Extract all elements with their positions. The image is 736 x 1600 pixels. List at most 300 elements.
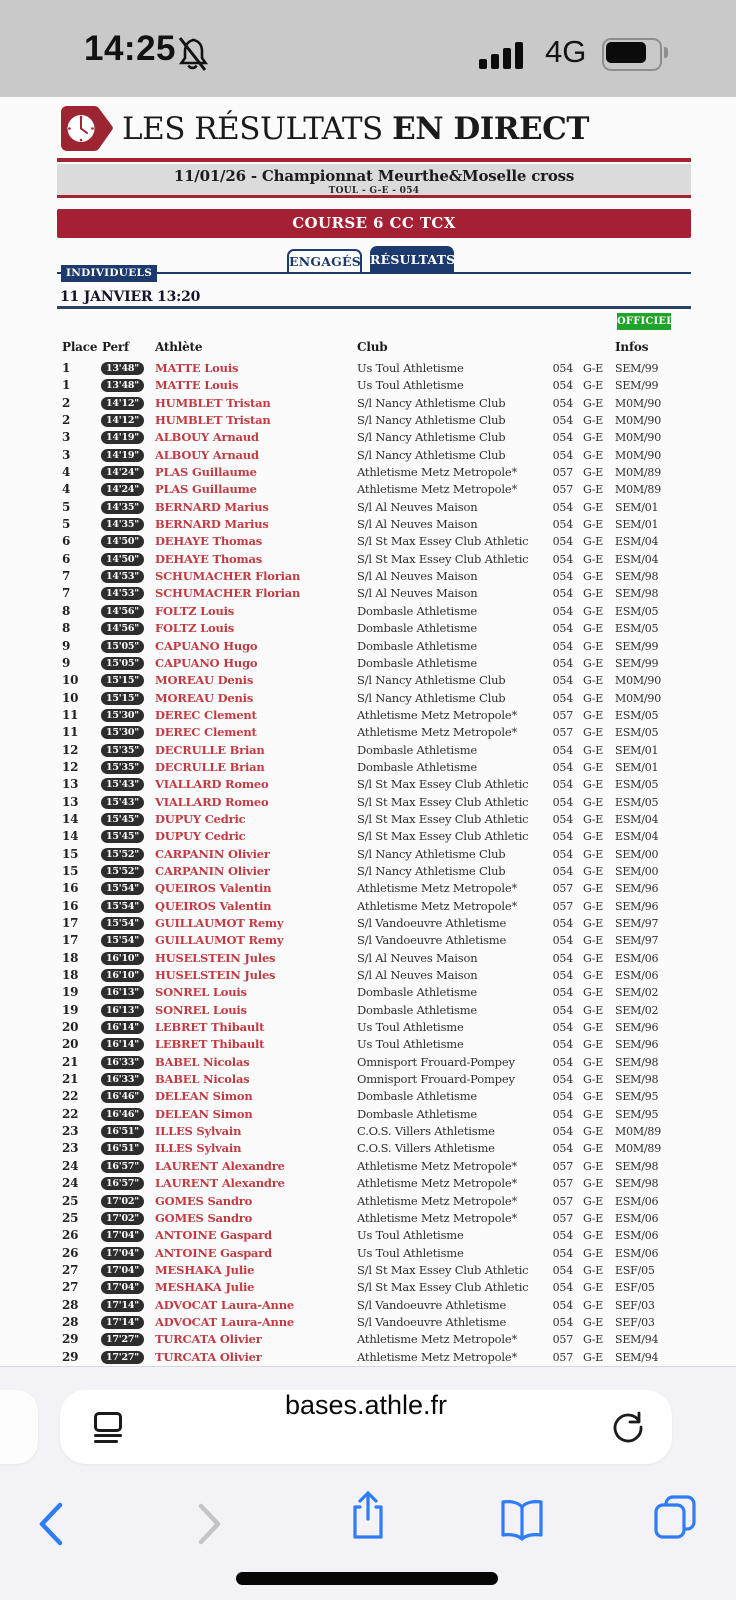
dept-cell: 054 (552, 1038, 573, 1052)
league-cell: G-E (583, 656, 604, 670)
club-cell: S/l Al Neuves Maison (357, 950, 478, 965)
table-row (0, 603, 736, 620)
place-cell: 9 (62, 655, 71, 670)
athlete-link[interactable]: LAURENT Alexandre (155, 1176, 285, 1191)
athlete-link[interactable]: GOMES Sandro (155, 1193, 253, 1208)
perf-badge: 15'54" (101, 900, 144, 913)
league-cell: G-E (583, 812, 604, 826)
league-cell: G-E (583, 1194, 604, 1208)
athlete-link[interactable]: PLAS Guillaume (155, 465, 257, 480)
perf-badge: 14'50" (101, 553, 144, 566)
place-cell: 20 (62, 1020, 79, 1035)
place-cell: 20 (62, 1037, 79, 1052)
athlete-link[interactable]: MATTE Louis (155, 378, 239, 393)
table-row (0, 638, 736, 655)
league-cell: G-E (583, 917, 604, 930)
category-cell: ESM/05 (615, 726, 659, 740)
dept-cell: 054 (552, 917, 573, 930)
tab-resultats[interactable]: RÉSULTATS (370, 246, 454, 273)
league-cell: G-E (583, 1090, 604, 1104)
category-cell: SEM/01 (615, 518, 659, 532)
athlete-link[interactable]: DEHAYE Thomas (155, 534, 263, 549)
perf-badge: 16'13" (101, 1004, 144, 1017)
perf-badge: 17'14" (101, 1316, 144, 1329)
league-cell: G-E (583, 639, 604, 653)
table-row (0, 533, 736, 550)
league-cell: G-E (583, 587, 604, 601)
league-cell: G-E (583, 882, 604, 896)
league-cell: G-E (583, 1159, 604, 1173)
perf-badge: 14'19" (101, 449, 144, 462)
perf-badge: 15'35" (101, 744, 144, 757)
results-rows (0, 360, 736, 1366)
table-row (0, 499, 736, 516)
athlete-link[interactable]: HUMBLET Tristan (155, 413, 271, 428)
athlete-link[interactable]: LAURENT Alexandre (155, 1158, 285, 1173)
dept-cell: 054 (552, 969, 573, 983)
perf-badge: 15'54" (101, 882, 144, 895)
table-row (0, 568, 736, 585)
athlete-link[interactable]: FOLTZ Louis (155, 603, 235, 618)
category-cell: ESM/06 (615, 1229, 659, 1243)
category-cell: SEM/98 (615, 570, 659, 584)
athlete-link[interactable]: VIALLARD Romeo (155, 794, 269, 809)
athlete-link[interactable]: SONREL Louis (155, 1002, 247, 1017)
league-cell: G-E (583, 1107, 604, 1121)
place-cell: 23 (62, 1141, 79, 1156)
place-cell: 21 (62, 1054, 79, 1069)
league-cell: G-E (583, 500, 604, 514)
category-cell: SEM/98 (615, 1073, 659, 1087)
page-title-regular: LES RÉSULTATS (122, 111, 393, 147)
dept-cell: 057 (552, 899, 573, 913)
page-title-bold: EN DIRECT (392, 111, 589, 147)
table-row (0, 464, 736, 481)
category-cell: SEF/03 (615, 1298, 655, 1312)
club-cell: S/l Nancy Athletisme Club (357, 863, 506, 878)
dept-cell: 054 (552, 830, 573, 844)
league-cell: G-E (583, 1263, 604, 1277)
perf-badge: 17'14" (101, 1299, 144, 1312)
league-cell: G-E (583, 969, 604, 983)
league-cell: G-E (583, 899, 604, 913)
club-cell: C.O.S. Villers Athletisme (357, 1141, 495, 1156)
place-cell: 19 (62, 985, 79, 1000)
place-cell: 17 (62, 916, 79, 930)
address-bar[interactable] (60, 1390, 672, 1464)
page-title (122, 111, 589, 147)
dept-cell: 054 (552, 639, 573, 653)
club-cell: S/l Vandoeuvre Athletisme (357, 916, 507, 930)
forward-icon[interactable] (196, 1503, 224, 1549)
category-cell: SEF/03 (615, 1315, 655, 1329)
dept-cell: 054 (552, 1281, 573, 1295)
club-cell: S/l Nancy Athletisme Club (357, 430, 506, 445)
perf-badge: 17'04" (101, 1247, 144, 1260)
league-cell: G-E (583, 1281, 604, 1295)
place-cell: 24 (62, 1158, 79, 1173)
league-cell: G-E (583, 518, 604, 532)
table-row (0, 811, 736, 828)
place-cell: 16 (62, 881, 79, 896)
table-row (0, 360, 736, 377)
place-cell: 2 (62, 413, 71, 428)
place-cell: 11 (62, 707, 79, 722)
dept-cell: 054 (552, 362, 573, 375)
battery-nub (664, 47, 668, 58)
perf-badge: 14'53" (101, 570, 144, 583)
athlete-link[interactable]: BERNARD Marius (155, 499, 269, 514)
athlete-link[interactable]: CAPUANO Hugo (155, 638, 258, 653)
dept-cell: 054 (552, 1003, 573, 1017)
category-cell: SEM/95 (615, 1090, 659, 1104)
dept-cell: 054 (552, 570, 573, 584)
section-badge-individuels[interactable]: INDIVIDUELS (61, 265, 157, 282)
club-cell: Athletisme Metz Metropole* (357, 725, 518, 740)
athlete-link[interactable]: HUMBLET Tristan (155, 395, 271, 410)
table-row (0, 1245, 736, 1262)
status-badge-officiel: OFFICIEL (617, 313, 671, 330)
athlete-link[interactable]: PLAS Guillaume (155, 482, 257, 497)
place-cell: 14 (62, 811, 79, 826)
table-row (0, 1227, 736, 1244)
table-row (0, 672, 736, 689)
club-cell: Dombasle Athletisme (357, 621, 478, 636)
col-header-perf: Perf (102, 340, 130, 354)
club-cell: S/l Al Neuves Maison (357, 569, 478, 584)
perf-badge: 17'27" (101, 1351, 144, 1364)
athlete-link[interactable]: TURCATA Olivier (155, 1349, 262, 1364)
perf-badge: 14'56" (101, 622, 144, 635)
place-cell: 15 (62, 846, 79, 861)
dept-cell: 054 (552, 760, 573, 774)
league-cell: G-E (583, 431, 604, 445)
league-cell: G-E (583, 396, 604, 410)
table-row (0, 1210, 736, 1227)
league-cell: G-E (583, 1211, 604, 1225)
dept-cell: 054 (552, 414, 573, 428)
perf-badge: 15'05" (101, 640, 144, 653)
athlete-link[interactable]: QUEIROS Valentin (155, 881, 272, 896)
athlete-link[interactable]: QUEIROS Valentin (155, 898, 272, 913)
club-cell: Us Toul Athletisme (357, 1037, 464, 1052)
dept-cell: 057 (552, 726, 573, 740)
perf-badge: 15'52" (101, 865, 144, 878)
table-row (0, 1088, 736, 1105)
table-row (0, 776, 736, 793)
league-cell: G-E (583, 986, 604, 1000)
club-cell: S/l St Max Essey Club Athletic (357, 1262, 529, 1277)
athlete-link[interactable]: TURCATA Olivier (155, 1332, 262, 1347)
club-cell: Dombasle Athletisme (357, 1106, 478, 1121)
status-bar (0, 0, 736, 97)
category-cell: SEM/99 (615, 362, 659, 375)
league-cell: G-E (583, 726, 604, 740)
league-cell: G-E (583, 1142, 604, 1156)
dept-cell: 054 (552, 535, 573, 549)
athlete-link[interactable]: GOMES Sandro (155, 1210, 253, 1225)
athlete-link[interactable]: LEBRET Thibault (155, 1037, 265, 1052)
athlete-link[interactable]: BERNARD Marius (155, 517, 269, 532)
league-cell: G-E (583, 570, 604, 584)
place-cell: 16 (62, 898, 79, 913)
dept-cell: 054 (552, 1073, 573, 1087)
category-cell: SEM/99 (615, 656, 659, 670)
athlete-link[interactable]: HUSELSTEIN Jules (155, 968, 276, 983)
perf-badge: 16'10" (101, 952, 144, 965)
athlete-link[interactable]: DEREC Clement (155, 707, 257, 722)
athlete-link[interactable]: ALBOUY Arnaud (155, 447, 259, 462)
category-cell: M0M/90 (615, 431, 662, 445)
dept-cell: 054 (552, 847, 573, 861)
athlete-link[interactable]: SCHUMACHER Florian (155, 586, 301, 601)
athlete-link[interactable]: FOLTZ Louis (155, 621, 235, 636)
table-row (0, 1314, 736, 1331)
home-indicator[interactable] (236, 1572, 498, 1585)
dept-cell: 054 (552, 812, 573, 826)
category-cell: M0M/90 (615, 674, 662, 688)
category-cell: SEM/01 (615, 760, 659, 774)
dept-cell: 057 (552, 466, 573, 480)
club-cell: Athletisme Metz Metropole* (357, 881, 518, 896)
athlete-link[interactable]: SCHUMACHER Florian (155, 569, 301, 584)
dept-cell: 054 (552, 379, 573, 393)
table-row (0, 1019, 736, 1036)
league-cell: G-E (583, 934, 604, 948)
dept-cell: 054 (552, 396, 573, 410)
perf-badge: 15'54" (101, 917, 144, 930)
table-row (0, 377, 736, 394)
table-row (0, 1262, 736, 1279)
perf-badge: 14'56" (101, 605, 144, 618)
category-cell: ESM/04 (615, 535, 659, 549)
dept-cell: 054 (552, 1246, 573, 1260)
category-cell: ESM/05 (615, 622, 659, 636)
athlete-link[interactable]: DELEAN Simon (155, 1106, 253, 1121)
league-cell: G-E (583, 1298, 604, 1312)
dept-cell: 054 (552, 1125, 573, 1139)
league-cell: G-E (583, 1021, 604, 1035)
place-cell: 10 (62, 690, 79, 705)
perf-badge: 14'50" (101, 535, 144, 548)
dept-cell: 057 (552, 1194, 573, 1208)
dept-cell: 054 (552, 986, 573, 1000)
club-cell: S/l Al Neuves Maison (357, 586, 478, 601)
place-cell: 27 (62, 1262, 79, 1277)
league-cell: G-E (583, 830, 604, 844)
athlete-link[interactable]: DEHAYE Thomas (155, 551, 263, 566)
event-banner (57, 164, 691, 198)
col-header-place: Place (62, 340, 98, 354)
navy-divider (57, 306, 691, 309)
athlete-link[interactable]: DECRULLE Brian (155, 742, 265, 757)
athlete-link[interactable]: ADVOCAT Laura-Anne (155, 1314, 294, 1329)
dept-cell: 054 (552, 604, 573, 618)
club-cell: Dombasle Athletisme (357, 1089, 478, 1104)
athlete-link[interactable]: SONREL Louis (155, 985, 247, 1000)
url-text[interactable]: bases.athle.fr (284, 1390, 448, 1420)
athlete-link[interactable]: DECRULLE Brian (155, 759, 265, 774)
adjacent-tab-card[interactable] (0, 1390, 38, 1464)
place-cell: 1 (62, 361, 71, 375)
tabs-icon[interactable] (652, 1493, 698, 1545)
athlete-link[interactable]: LEBRET Thibault (155, 1020, 265, 1035)
athlete-link[interactable]: MESHAKA Julie (155, 1262, 255, 1277)
league-cell: G-E (583, 1003, 604, 1017)
athlete-link[interactable]: DUPUY Cedric (155, 811, 246, 826)
athlete-link[interactable]: VIALLARD Romeo (155, 777, 269, 792)
league-cell: G-E (583, 1125, 604, 1139)
category-cell: SEM/95 (615, 1107, 659, 1121)
athlete-link[interactable]: ALBOUY Arnaud (155, 430, 259, 445)
place-cell: 15 (62, 863, 79, 878)
athlete-link[interactable]: DUPUY Cedric (155, 829, 246, 844)
perf-badge: 17'27" (101, 1333, 144, 1346)
league-cell: G-E (583, 1350, 604, 1364)
place-cell: 12 (62, 742, 79, 757)
clock-time: 14:25 (84, 29, 177, 68)
perf-badge: 15'30" (101, 709, 144, 722)
athlete-link[interactable]: ILLES Sylvain (155, 1124, 242, 1139)
place-cell: 27 (62, 1280, 79, 1295)
athlete-link[interactable]: CARPANIN Olivier (155, 846, 270, 861)
perf-badge: 15'15" (101, 674, 144, 687)
athlete-link[interactable]: GUILLAUMOT Remy (155, 916, 284, 930)
category-cell: ESM/04 (615, 830, 659, 844)
place-cell: 29 (62, 1349, 79, 1364)
place-cell: 28 (62, 1297, 79, 1312)
signal-bars-icon (479, 42, 535, 69)
perf-badge: 16'51" (101, 1142, 144, 1155)
dept-cell: 054 (552, 1107, 573, 1121)
place-cell: 25 (62, 1210, 79, 1225)
athlete-link[interactable]: MATTE Louis (155, 361, 239, 375)
club-cell: S/l Nancy Athletisme Club (357, 690, 506, 705)
athlete-link[interactable]: ADVOCAT Laura-Anne (155, 1297, 294, 1312)
course-banner: COURSE 6 CC TCX (57, 209, 691, 238)
perf-badge: 17'02" (101, 1195, 144, 1208)
tab-engages[interactable]: ENGAGÉS (287, 249, 362, 272)
table-row (0, 620, 736, 637)
league-cell: G-E (583, 674, 604, 688)
club-cell: Us Toul Athletisme (357, 361, 464, 375)
perf-badge: 15'35" (101, 761, 144, 774)
reload-icon[interactable] (610, 1409, 646, 1445)
col-header-infos: Infos (615, 340, 649, 354)
athlete-link[interactable]: ILLES Sylvain (155, 1141, 242, 1156)
category-cell: SEM/01 (615, 500, 659, 514)
table-row (0, 1193, 736, 1210)
perf-badge: 14'12" (101, 414, 144, 427)
table-row (0, 1071, 736, 1088)
perf-badge: 16'33" (101, 1073, 144, 1086)
bookmarks-icon[interactable] (498, 1499, 546, 1547)
athlete-link[interactable]: CARPANIN Olivier (155, 863, 270, 878)
perf-badge: 14'19" (101, 431, 144, 444)
category-cell: SEM/99 (615, 379, 659, 393)
club-cell: Dombasle Athletisme (357, 742, 478, 757)
athlete-link[interactable]: DELEAN Simon (155, 1089, 253, 1104)
athlete-link[interactable]: GUILLAUMOT Remy (155, 933, 284, 948)
dept-cell: 057 (552, 708, 573, 722)
club-cell: Dombasle Athletisme (357, 985, 478, 1000)
place-cell: 8 (62, 621, 71, 636)
perf-badge: 16'46" (101, 1090, 144, 1103)
league-cell: G-E (583, 1333, 604, 1347)
perf-badge: 16'46" (101, 1108, 144, 1121)
athlete-link[interactable]: MOREAU Denis (155, 690, 254, 705)
club-cell: Athletisme Metz Metropole* (357, 465, 518, 480)
club-cell: S/l St Max Essey Club Athletic (357, 534, 529, 549)
session-datetime: 11 JANVIER 13:20 (60, 289, 201, 305)
category-cell: SEM/00 (615, 847, 659, 861)
athlete-link[interactable]: ANTOINE Gaspard (155, 1228, 273, 1243)
table-row (0, 967, 736, 984)
club-cell: S/l Nancy Athletisme Club (357, 395, 506, 410)
place-cell: 21 (62, 1072, 79, 1087)
place-cell: 2 (62, 395, 71, 410)
perf-badge: 15'43" (101, 778, 144, 791)
table-row (0, 1158, 736, 1175)
club-cell: S/l Vandoeuvre Athletisme (357, 1314, 507, 1329)
dept-cell: 057 (552, 1159, 573, 1173)
athlete-link[interactable]: MESHAKA Julie (155, 1280, 255, 1295)
share-icon[interactable] (348, 1489, 388, 1547)
athlete-link[interactable]: DEREC Clement (155, 725, 257, 740)
athlete-link[interactable]: MOREAU Denis (155, 673, 254, 688)
club-cell: Dombasle Athletisme (357, 655, 478, 670)
club-cell: S/l Al Neuves Maison (357, 517, 478, 532)
table-row (0, 984, 736, 1001)
league-cell: G-E (583, 847, 604, 861)
category-cell: ESM/04 (615, 812, 659, 826)
place-cell: 26 (62, 1228, 79, 1243)
athlete-link[interactable]: BABEL Nicolas (155, 1072, 250, 1087)
category-cell: M0M/89 (615, 1125, 662, 1139)
dept-cell: 054 (552, 448, 573, 462)
category-cell: ESM/06 (615, 1211, 659, 1225)
category-cell: ESM/06 (615, 969, 659, 983)
place-cell: 4 (62, 482, 71, 497)
club-cell: Athletisme Metz Metropole* (357, 1349, 518, 1364)
category-cell: M0M/90 (615, 414, 662, 428)
perf-badge: 16'14" (101, 1021, 144, 1034)
club-cell: S/l St Max Essey Club Athletic (357, 551, 529, 566)
category-cell: M0M/90 (615, 448, 662, 462)
athlete-link[interactable]: ANTOINE Gaspard (155, 1245, 273, 1260)
table-row (0, 828, 736, 845)
league-cell: G-E (583, 362, 604, 375)
league-cell: G-E (583, 1073, 604, 1087)
athlete-link[interactable]: BABEL Nicolas (155, 1054, 250, 1069)
club-cell: S/l St Max Essey Club Athletic (357, 829, 529, 844)
place-cell: 6 (62, 551, 71, 566)
category-cell: ESM/06 (615, 1246, 659, 1260)
perf-badge: 15'15" (101, 692, 144, 705)
category-cell: M0M/89 (615, 483, 662, 497)
place-cell: 19 (62, 1002, 79, 1017)
perf-badge: 15'45" (101, 830, 144, 843)
athlete-link[interactable]: HUSELSTEIN Jules (155, 950, 276, 965)
club-cell: S/l Nancy Athletisme Club (357, 846, 506, 861)
table-row (0, 429, 736, 446)
league-cell: G-E (583, 795, 604, 809)
athlete-link[interactable]: CAPUANO Hugo (155, 655, 258, 670)
category-cell: M0M/90 (615, 691, 662, 705)
place-cell: 28 (62, 1314, 79, 1329)
place-cell: 13 (62, 794, 79, 809)
back-icon[interactable] (36, 1501, 66, 1551)
